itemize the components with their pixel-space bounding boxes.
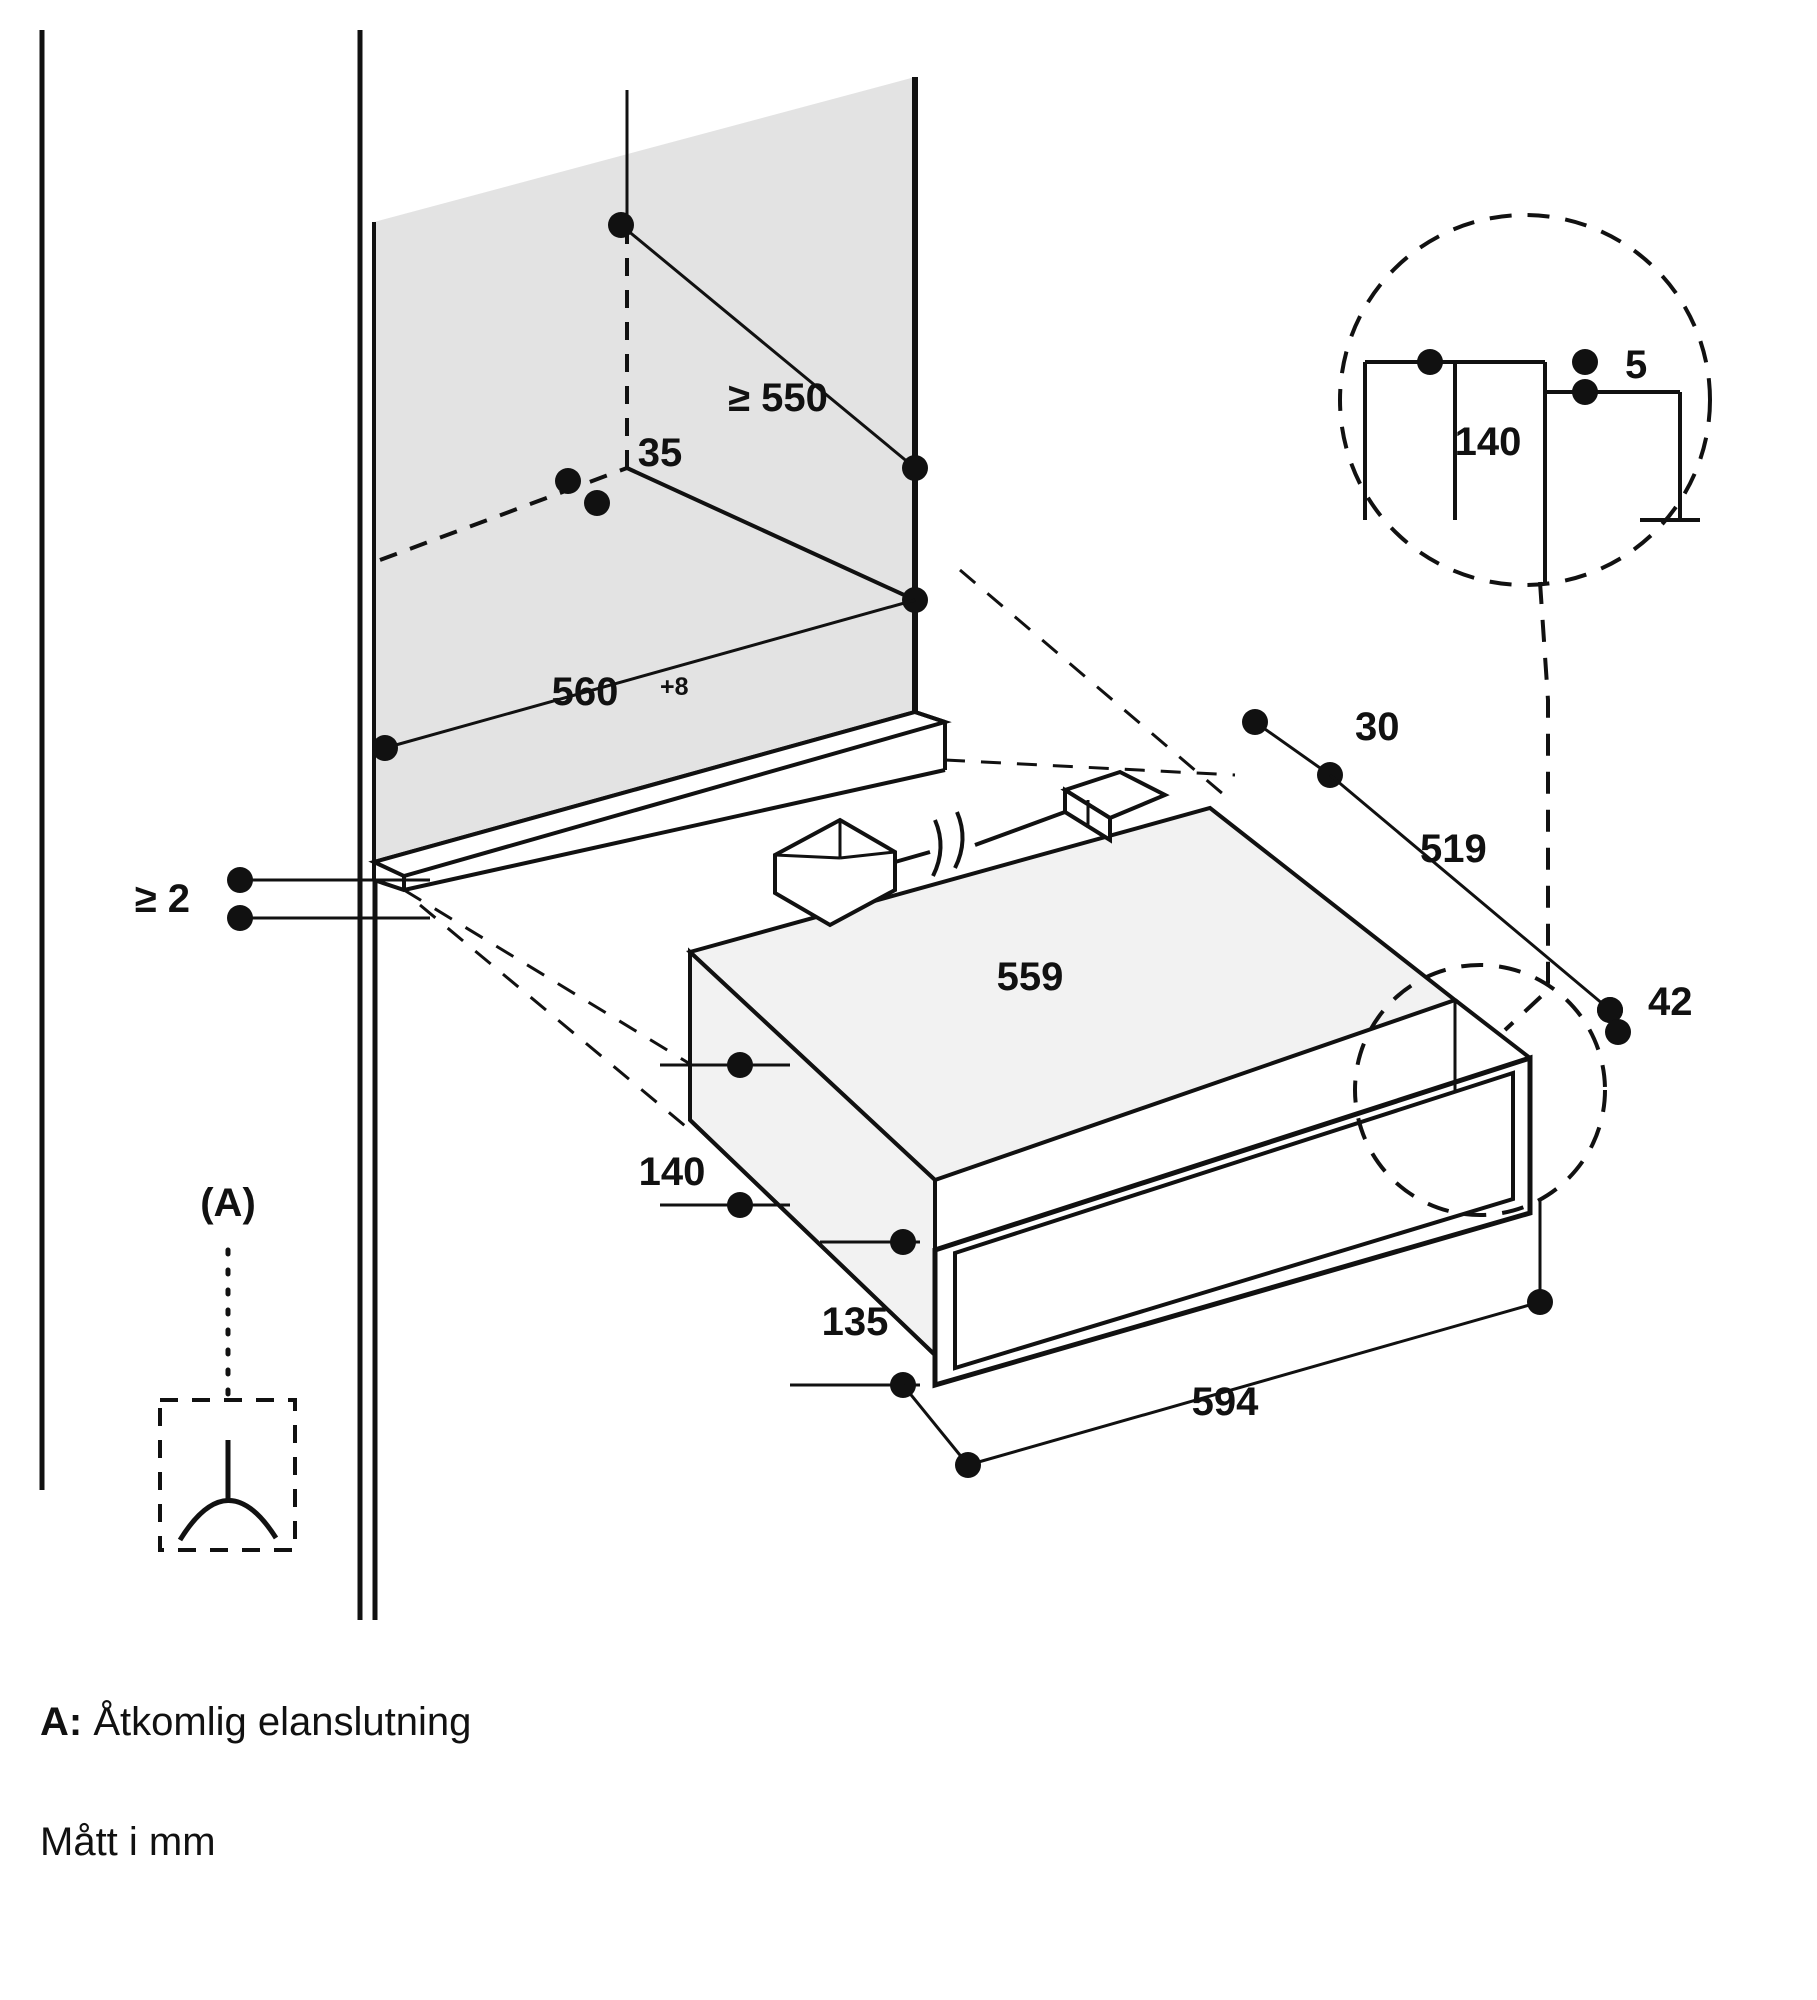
legend-socket-key: A: xyxy=(40,1700,83,1744)
legend-units-text: Mått i mm xyxy=(40,1820,216,1864)
dim-dot xyxy=(1527,1289,1553,1315)
legend-socket xyxy=(40,1700,471,1745)
dim-label-559: 559 xyxy=(996,955,1064,999)
legend-socket-text: Åtkomlig elanslutning xyxy=(93,1700,472,1744)
dim-dot xyxy=(902,455,928,481)
dim-label-detail-140: 140 xyxy=(1454,420,1522,464)
socket-callout-label: (A) xyxy=(200,1181,256,1225)
dim-label-35: 35 xyxy=(637,431,683,475)
dim-label-30: 30 xyxy=(1355,705,1400,749)
dim-dot xyxy=(227,905,253,931)
dim-panel-thickness xyxy=(135,867,430,931)
dim-label-560: 560 xyxy=(551,670,619,714)
dim-label-140-body: 140 xyxy=(638,1150,706,1194)
dim-dot xyxy=(584,490,610,516)
dim-dot xyxy=(1572,349,1598,375)
dim-30 xyxy=(1242,705,1400,788)
socket-callout xyxy=(160,1181,295,1550)
legend-units xyxy=(40,1820,216,1865)
dim-dot xyxy=(890,1229,916,1255)
dim-dot xyxy=(372,735,398,761)
dim-dot xyxy=(1417,349,1443,375)
dim-559 xyxy=(997,955,1064,999)
dim-label-135: 135 xyxy=(821,1300,889,1344)
dim-label-560-tolerance: +8 xyxy=(660,673,689,701)
dim-42 xyxy=(1597,980,1693,1045)
dim-dot xyxy=(727,1192,753,1218)
dim-dot xyxy=(227,867,253,893)
dim-label-detail-5: 5 xyxy=(1625,343,1648,387)
wall-reference-lines xyxy=(42,30,375,1620)
dim-label-519: 519 xyxy=(1420,827,1487,871)
detail-callout xyxy=(1340,215,1710,1030)
dim-label-594: 594 xyxy=(1191,1380,1259,1424)
dim-label-42: 42 xyxy=(1648,980,1693,1024)
dim-label-panel-thickness: ≥ 2 xyxy=(134,877,190,921)
dim-dot xyxy=(1242,709,1268,735)
dim-dot xyxy=(608,212,634,238)
dim-dot xyxy=(555,468,581,494)
dim-dot xyxy=(1605,1019,1631,1045)
dim-dot xyxy=(1572,379,1598,405)
dim-dot xyxy=(955,1452,981,1478)
dim-label-niche-height: ≥ 550 xyxy=(728,376,828,420)
dim-dot xyxy=(727,1052,753,1078)
